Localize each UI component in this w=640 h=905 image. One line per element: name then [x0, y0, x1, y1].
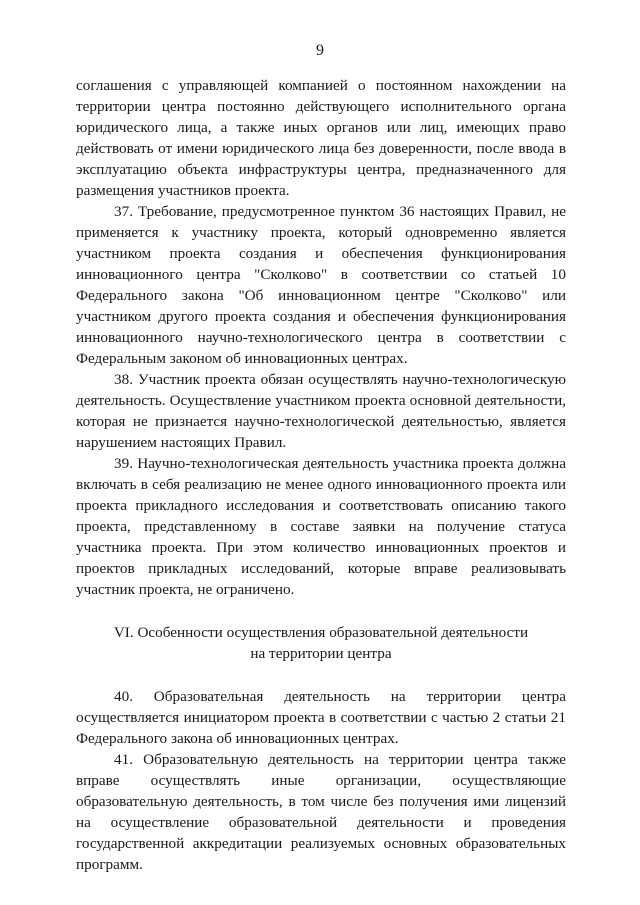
- paragraph-37: 37. Требование, предусмотренное пунктом 36 настоящих Правил, не применяется к участнику проекта, который одновременно является участником проекта создания и обеспечения функционирования инновационного центра "Сколково" в соответствии со статьей 10 Федерального закона "Об инновационном центре "Сколково" или участником другого проекта создания и обеспечения функционирования инновационного научно-технологического центра в соответствии с Федеральным законом об инновационных центрах.: [76, 203, 566, 367]
- document-body: [76, 75, 566, 875]
- paragraph-41: 41. Образовательную деятельность на территории центра также вправе осуществлять иные организации, осуществляющие образовательную деятельность, в том числе без получения ими лицензий на осуществление образовательной деятельности и проведения государственной аккредитации реализуемых основных образовательных программ.: [76, 751, 566, 873]
- page-number: 9: [316, 42, 324, 59]
- section-heading-line-2: на территории центра: [250, 645, 392, 662]
- paragraph-38: 38. Участник проекта обязан осуществлять научно-технологическую деятельность. Осуществление участником проекта основной деятельности, которая не признается научно-технологической деятельностью, является нарушением настоящих Правил.: [76, 371, 566, 451]
- paragraph-continuation: соглашения с управляющей компанией о постоянном нахождении на территории центра постоянно действующего исполнительного органа юридического лица, а также иных органов или лиц, имеющих право действовать от имени юридического лица без доверенности, после ввода в эксплуатацию объекта инфраструктуры центра, предназначенного для размещения участников проекта.: [76, 77, 566, 199]
- section-heading: [76, 622, 566, 664]
- paragraph-39: 39. Научно-технологическая деятельность участника проекта должна включать в себя реализацию не менее одного инновационного проекта или проекта прикладного исследования и соответствовать описанию такого проекта, представленному в составе заявки на получение статуса участника проекта. При этом количество инновационных проектов и проектов прикладных исследований, которые вправе реализовывать участник проекта, не ограничено.: [76, 455, 566, 598]
- section-heading-line-1: VI. Особенности осуществления образовательной деятельности: [113, 624, 529, 641]
- paragraph-40: 40. Образовательная деятельность на территории центра осуществляется инициатором проекта в соответствии с частью 2 статьи 21 Федерального закона об инновационных центрах.: [76, 688, 566, 747]
